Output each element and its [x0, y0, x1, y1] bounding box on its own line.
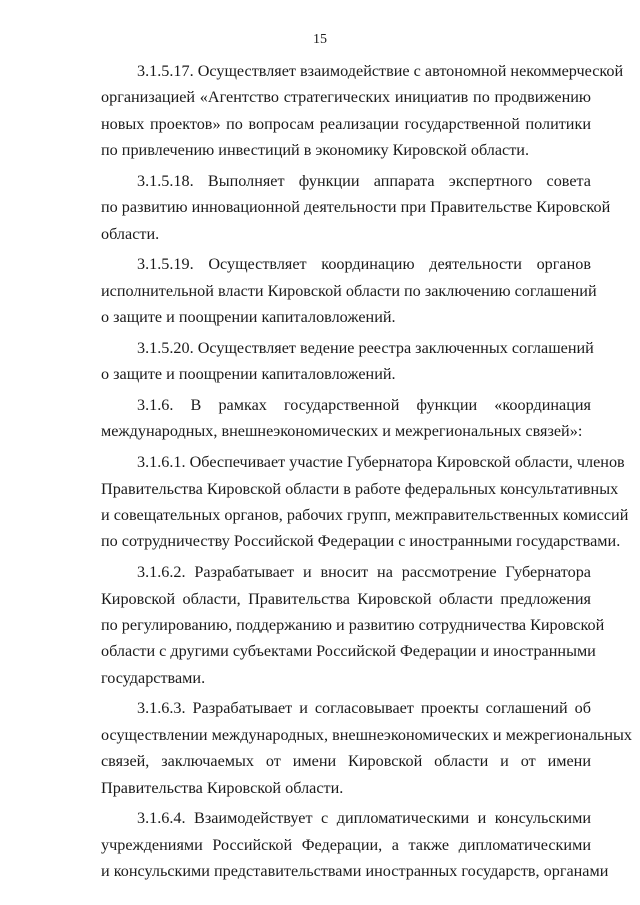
paragraph-line: Правительства Кировской области. [101, 778, 344, 797]
paragraph-line: о защите и поощрении капиталовложений. [101, 365, 396, 384]
paragraph-line: Правительства Кировской области в работе федеральных консультативных [101, 479, 619, 498]
paragraph-line: международных, внешнеэкономических и межрегиональных связей»: [101, 422, 583, 441]
paragraph-line: 3.1.5.18. Выполняет функции аппарата экспертного совета [137, 171, 591, 190]
paragraph-line: учреждениями Российской Федерации, а также дипломатическими [101, 835, 591, 854]
paragraph-line: организацией «Агентство стратегических инициатив по продвижению [101, 88, 591, 107]
paragraph-3-1-6-4 [101, 805, 609, 884]
page-number: 15 [313, 32, 327, 47]
document-body [101, 58, 632, 889]
paragraph-line: связей, заключаемых от имени Кировской области и от имени [101, 752, 591, 771]
paragraph-line: исполнительной власти Кировской области по заключению соглашений [101, 281, 597, 300]
paragraph-line: 3.1.6.3. Разрабатывает и согласовывает проекты соглашений об [137, 699, 591, 718]
paragraph-3-1-5-18 [101, 168, 611, 247]
paragraph-line: 3.1.5.20. Осуществляет ведение реестра заключенных соглашений [137, 338, 594, 357]
paragraph-line: по развитию инновационной деятельности при Правительстве Кировской [101, 198, 611, 217]
paragraph-line: 3.1.5.17. Осуществляет взаимодействие с автономной некоммерческой [137, 62, 624, 80]
paragraph-line: по привлечению инвестиций в экономику Кировской области. [101, 141, 530, 160]
paragraph-line: области. [101, 224, 160, 243]
paragraph-line: по сотрудничеству Российской Федерации с иностранными государствами. [101, 532, 621, 551]
paragraph-3-1-6-1 [101, 449, 629, 555]
paragraph-3-1-5-20 [101, 335, 594, 388]
paragraph-line: Кировской области, Правительства Кировской области предложения [101, 589, 591, 608]
paragraph-line: и консульскими представительствами иностранных государств, органами [101, 862, 609, 881]
paragraph-line: и совещательных органов, рабочих групп, межправительственных комиссий [101, 505, 629, 524]
paragraph-3-1-5-17 [101, 58, 624, 164]
paragraph-3-1-6 [101, 392, 591, 445]
paragraph-line: о защите и поощрении капиталовложений. [101, 308, 396, 327]
paragraph-line: области с другими субъектами Российской Федерации и иностранными [101, 642, 596, 661]
paragraph-3-1-5-19 [101, 251, 597, 330]
paragraph-line: 3.1.6.4. Взаимодействует с дипломатическими и консульскими [137, 809, 591, 828]
paragraph-line: новых проектов» по вопросам реализации государственной политики [101, 114, 591, 133]
paragraph-3-1-6-2 [101, 559, 605, 691]
paragraph-line: по регулированию, поддержанию и развитию сотрудничества Кировской [101, 615, 605, 634]
paragraph-line: 3.1.6. В рамках государственной функции «координация [137, 396, 591, 415]
paragraph-line: 3.1.6.2. Разрабатывает и вносит на рассмотрение Губернатора [137, 563, 591, 582]
paragraph-line: 3.1.6.1. Обеспечивает участие Губернатора Кировской области, членов [137, 453, 625, 472]
paragraph-line: 3.1.5.19. Осуществляет координацию деятельности органов [137, 255, 591, 274]
paragraph-line: осуществлении международных, внешнеэкономических и межрегиональных [101, 725, 632, 744]
paragraph-3-1-6-3 [101, 695, 632, 801]
paragraph-line: государствами. [101, 668, 206, 687]
